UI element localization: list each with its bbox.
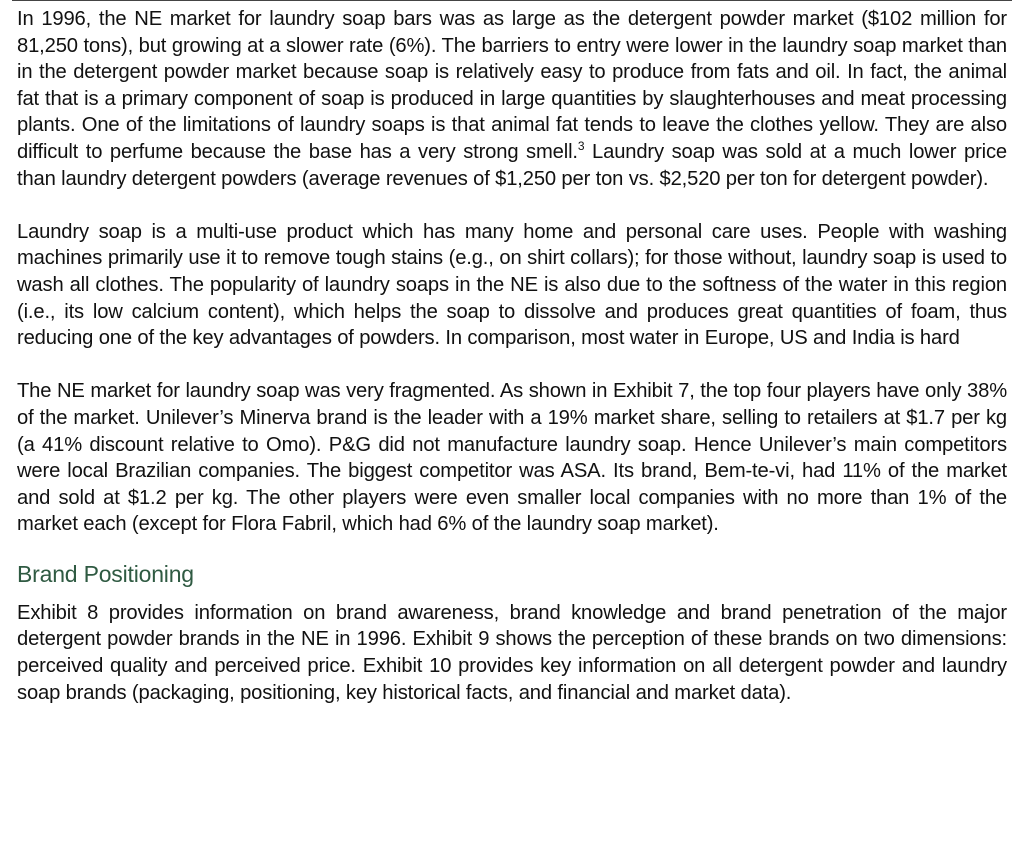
paragraph-text-continued: Laundry soap was sold at a much lower price than laundry detergent powders (average revenues of $1,250 per ton vs. $2,520 per ton for detergent powder). bbox=[17, 140, 1008, 190]
paragraph-text: In 1996, the NE market for laundry soap bars was as large as the detergent powder market ($102 million for 81,250 tons), but growing at a slower rate (6%). The barriers to entry were lower in the laundry soap market than in the detergent powder market because soap is relatively easy to produce from fats and oil. In fact, the animal fat that is a primary component of soap is produced in large quantities by slaughterhouses and meat processing plants. One of the limitations of laundry soaps is that animal fat tends to leave the clothes yellow. They are also difficult to perfume because the base has a very strong smell. bbox=[17, 8, 1007, 163]
paragraph-multi-use-product: Laundry soap is a multi-use product which has many home and personal care uses. People with washing machines primarily use it to remove tough stains (e.g., on shirt collars); for those without, laundry soap is used to wash all clothes. The popularity of laundry soaps in the NE is also due to the softness of the water in this region (i.e., its low calcium content), which helps the soap to dissolve and produces great quantities of foam, thus reducing one of the key advantages of powders. In comparison, most water in Europe, US and India is hard bbox=[17, 220, 1007, 350]
document-body bbox=[17, 6, 1007, 706]
footnote-marker: 3 bbox=[577, 138, 585, 153]
paragraph-brand-positioning: Exhibit 8 provides information on brand awareness, brand knowledge and brand penetration of the major detergent powder brands in the NE in 1996. Exhibit 9 shows the perception of these brands on two dimensions: perceived quality and perceived price. Exhibit 10 provides key information on all detergent powder and laundry soap brands (packaging, positioning, key historical facts, and financial and market data). bbox=[17, 601, 1007, 704]
paragraph-fragmented-market: The NE market for laundry soap was very fragmented. As shown in Exhibit 7, the top four players have only 38% of the market. Unilever’s Minerva brand is the leader with a 19% market share, selling to retailers at $1.7 per kg (a 41% discount relative to Omo). P&G did not manufacture laundry soap. Hence Unilever’s main competitors were local Brazilian companies. The biggest competitor was ASA. Its brand, Bem-te-vi, had 11% of the market and sold at $1.2 per kg. The other players were even smaller local companies with no more than 1% of the market each (except for Flora Fabril, which had 6% of the laundry soap market). bbox=[17, 380, 1007, 536]
section-heading-brand-positioning: Brand Positioning bbox=[17, 560, 194, 587]
paragraph-laundry-soap-market bbox=[17, 6, 1007, 192]
top-rule bbox=[12, 0, 1012, 1]
